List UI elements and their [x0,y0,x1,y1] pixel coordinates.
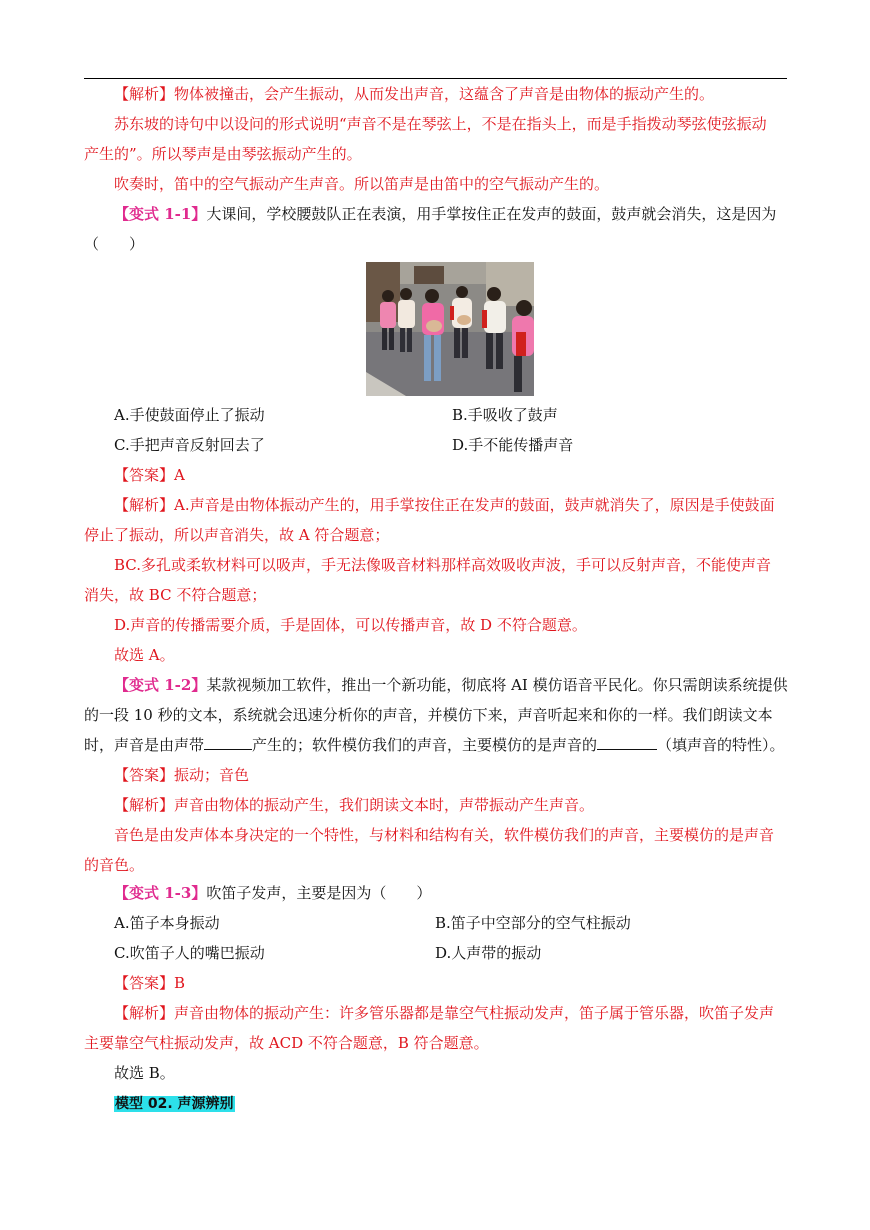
answer-tag: 【答案】 [114,466,175,484]
analysis-paragraph [114,84,714,104]
option-a: A.笛子本身振动 [114,914,220,932]
analysis-text: 物体被撞击，会产生振动，从而发出声音，这蕴含了声音是由物体的振动产生的。 [174,85,715,103]
analysis-tag: 【解析】 [114,85,175,103]
option-c: C.手把声音反射回去了 [114,436,265,454]
question-text: 吹笛子发声，主要是因为（ ） [206,884,432,902]
analysis-text: 吹奏时，笛中的空气振动产生声音。所以笛声是由笛中的空气振动产生的。 [114,175,610,193]
analysis-text: 的音色。 [84,856,145,874]
section-heading [114,1093,235,1114]
option-b: B.笛子中空部分的空气柱振动 [435,914,631,932]
analysis-paragraph [114,495,775,515]
answer-line [114,765,249,785]
answer-tag: 【答案】 [114,766,175,784]
option-c: C.吹笛子人的嘴巴振动 [114,944,265,962]
analysis-text: 停止了振动，所以声音消失，故 A 符合题意； [84,526,390,544]
question-text: 产生的；软件模仿我们的声音，主要模仿的是声音的 [252,736,598,754]
analysis-text: D.声音的传播需要介质，手是固体，可以传播声音，故 D 不符合题意。 [114,616,587,634]
fill-blank-2[interactable] [597,735,657,750]
analysis-paragraph [114,1003,774,1023]
question-text: （填声音的特性）。 [657,736,785,754]
question-text: 时，声音是由声带 [84,736,205,754]
answer-tag: 【答案】 [114,974,175,992]
question-bracket: （ ） [84,235,145,253]
header-rule [84,78,787,79]
answer-value: A [174,466,185,484]
option-d: D.手不能传播声音 [452,436,574,454]
analysis-paragraph [114,795,594,815]
analysis-tag: 【解析】 [114,496,175,514]
question-1-3 [114,883,431,903]
option-b: B.手吸收了鼓声 [452,406,558,424]
question-text: 的一段 10 秒的文本，系统就会迅速分析你的声音，并模仿下来，声音听起来和你的一样。我们朗读文本 [84,706,773,724]
analysis-text: 音色是由发声体本身决定的一个特性，与材料和结构有关，软件模仿我们的声音，主要模仿的是声音 [114,826,775,844]
question-tag: 【变式 1-3】 [114,884,207,902]
fill-blank-1[interactable] [204,735,252,750]
answer-line [114,465,185,485]
analysis-tag: 【解析】 [114,1004,175,1022]
analysis-text: 消失，故 BC 不符合题意； [84,586,267,604]
question-1-2 [114,675,788,695]
analysis-text: 主要靠空气柱振动发声，故 ACD 不符合题意，B 符合题意。 [84,1034,489,1052]
question-fill-line [84,735,785,755]
answer-value: B [174,974,186,992]
question-tag: 【变式 1-1】 [114,205,207,223]
analysis-text: 声音由物体的振动产生，我们朗读文本时，声带振动产生声音。 [174,796,595,814]
answer-value: 振动；音色 [174,766,250,784]
choose-text: 故选 B。 [114,1064,175,1082]
option-a: A.手使鼓面停止了振动 [114,406,265,424]
option-d: D.人声带的振动 [435,944,542,962]
question-text: 大课间，学校腰鼓队正在表演，用手掌按住正在发声的鼓面，鼓声就会消失，这是因为 [206,205,777,223]
analysis-text: 产生的”。所以琴声是由琴弦振动产生的。 [84,145,362,163]
analysis-text: 声音由物体的振动产生：许多管乐器都是靠空气柱振动发声，笛子属于管乐器，吹笛子发声 [174,1004,775,1022]
analysis-text: BC.多孔或柔软材料可以吸声，手无法像吸音材料那样高效吸收声波，手可以反射声音，不能使声音 [114,556,772,574]
answer-line [114,973,185,993]
drum-team-photo [366,262,534,396]
model-heading: 模型 02. 声源辨别 [115,1096,234,1112]
analysis-tag: 【解析】 [114,796,175,814]
choose-text: 故选 A。 [114,646,175,664]
question-tag: 【变式 1-2】 [114,676,207,694]
question-1-1 [114,204,776,224]
analysis-text: 苏东坡的诗句中以设问的形式说明“声音不是在琴弦上，不是在指头上，而是手指拨动琴弦使弦振动 [114,115,767,133]
analysis-text: A.声音是由物体振动产生的，用手掌按住正在发声的鼓面，鼓声就消失了，原因是手使鼓面 [174,496,775,514]
question-text: 某款视频加工软件，推出一个新功能，彻底将 AI 模仿语音平民化。你只需朗读系统提供 [206,676,788,694]
